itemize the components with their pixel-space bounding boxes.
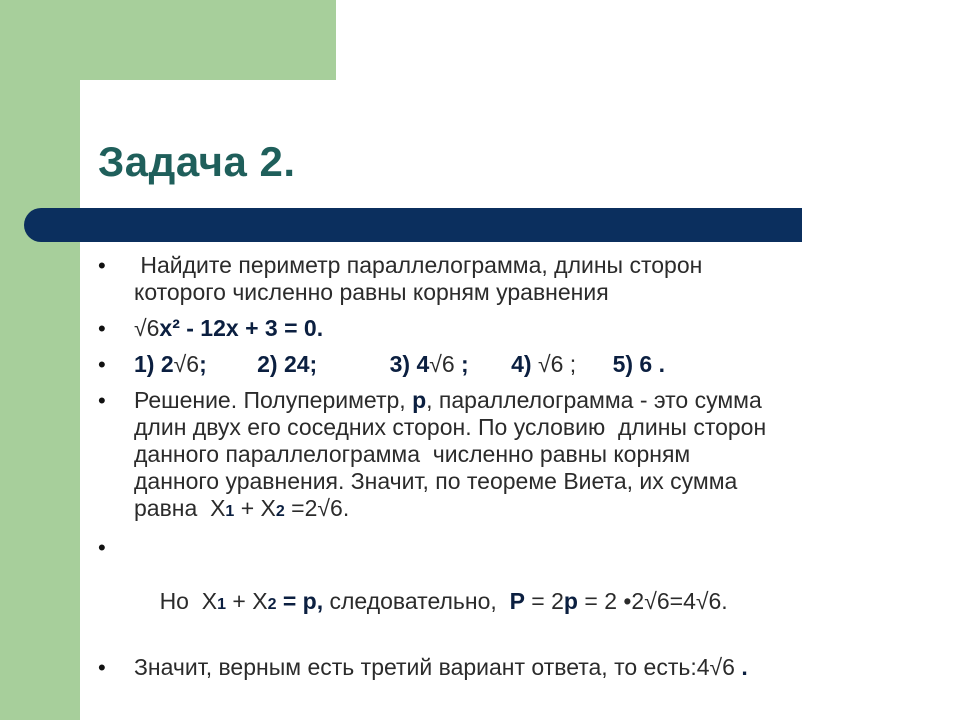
bullet-list: [98, 252, 898, 690]
semiperimeter-symbol: р: [412, 387, 427, 413]
bullet-answer: [98, 654, 898, 681]
option-5: 5) 6 .: [612, 351, 665, 377]
bullet-icon: •: [98, 655, 106, 680]
bullet-solution: [98, 387, 898, 525]
solution-text: равна Х: [134, 495, 226, 521]
problem-line-1: Найдите периметр параллелограмма, длины сторон: [134, 252, 703, 278]
conclusion-text: + Х: [226, 588, 268, 614]
solution-line-1: [134, 387, 898, 414]
bullet-options: [98, 351, 898, 378]
semiperimeter-symbol: р: [563, 588, 578, 614]
equation-sqrt: √6: [134, 315, 160, 341]
conclusion-bold: = р,: [276, 588, 324, 614]
option-3-val: √6: [429, 351, 455, 377]
answer-text: Значит, верным есть третий вариант ответа, то есть:4√6: [134, 654, 742, 680]
subscript-1: 1: [225, 503, 235, 520]
solution-line-5: [134, 495, 898, 525]
option-4-val: √6 ;: [537, 351, 577, 377]
option-1-semicolon: ;: [199, 351, 207, 377]
subscript-2: 2: [267, 596, 277, 613]
bullet-icon: •: [98, 316, 106, 341]
bullet-problem: [98, 252, 898, 306]
answer-dot: .: [741, 654, 748, 680]
option-2: 2) 24;: [257, 351, 318, 377]
problem-line-2: которого численно равны корням уравнения: [134, 279, 609, 305]
option-1-val: √6: [173, 351, 200, 377]
bullet-conclusion: [98, 534, 898, 645]
conclusion-text: = 2 •2√6=4√6.: [577, 588, 728, 614]
bullet-icon: •: [98, 253, 106, 278]
conclusion-text: Но Х: [159, 588, 218, 614]
bullet-equation: [98, 315, 898, 342]
option-4-num: 4): [511, 351, 538, 377]
bullet-icon: •: [98, 352, 106, 377]
option-1-num: 1) 2: [134, 351, 174, 377]
solution-line-4: данного уравнения. Значит, по теореме Виета, их сумма: [134, 468, 738, 494]
option-3-num: 3) 4: [389, 351, 430, 377]
solution-line-2: длин двух его соседних сторон. По условию длины сторон: [134, 414, 767, 440]
equation-body: x² - 12x + 3 = 0.: [159, 315, 324, 341]
subscript-1: 1: [217, 596, 226, 613]
solution-line-3: данного параллелограмма численно равны корням: [134, 441, 691, 467]
green-top-band: [0, 0, 336, 80]
option-3-semicolon: ;: [454, 351, 469, 377]
solution-text: + Х: [234, 495, 276, 521]
title-underline-bar: [24, 208, 802, 242]
solution-text: , параллелограмма - это сумма: [426, 387, 762, 413]
green-side-band: [0, 0, 80, 720]
solution-text: =2√6.: [284, 495, 350, 521]
bullet-icon: •: [98, 388, 106, 413]
solution-text: Решение. Полупериметр,: [134, 387, 413, 413]
conclusion-text: = 2: [524, 588, 564, 614]
bullet-icon: •: [98, 535, 106, 560]
subscript-2: 2: [275, 503, 285, 520]
conclusion-text: следовательно,: [323, 588, 510, 614]
perimeter-symbol: Р: [509, 588, 525, 614]
slide-title: Задача 2.: [98, 138, 296, 185]
